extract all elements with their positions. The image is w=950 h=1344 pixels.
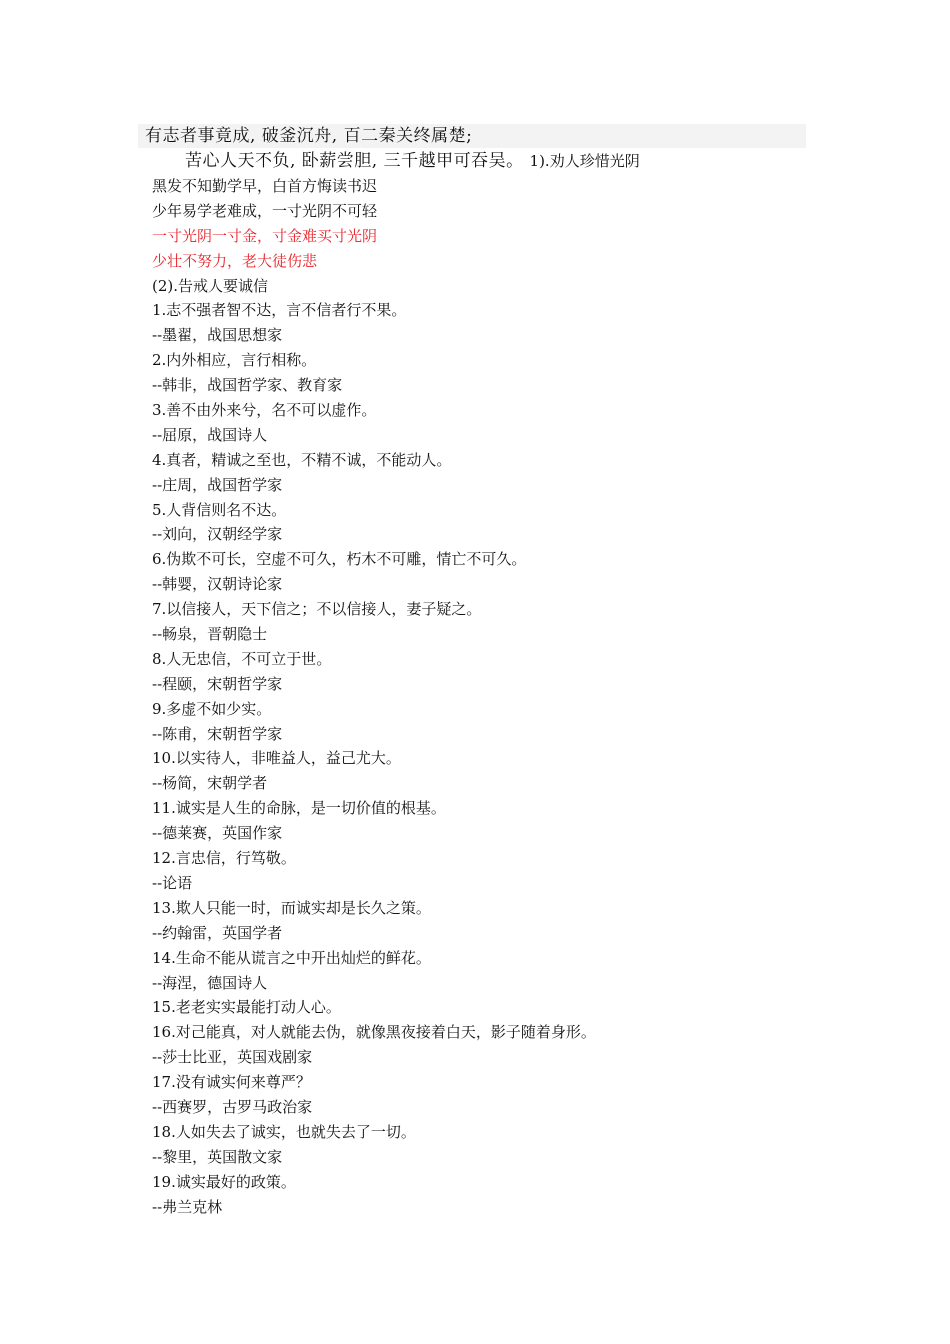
couplet-line-2-text: 苦心人天不负, 卧薪尝胆, 三千越甲可吞吴。 (185, 151, 524, 171)
list-item: --畅泉，晋朝隐士 (152, 625, 268, 644)
quote-list (152, 174, 812, 1219)
list-item: 19.诚实最好的政策。 (152, 1172, 296, 1191)
list-item: 12.言忠信，行笃敬。 (152, 849, 296, 868)
list-item: 5.人背信则名不达。 (152, 500, 287, 519)
list-item: 10.以实待人，非唯益人，益己尤大。 (152, 749, 401, 768)
list-item: 11.诚实是人生的命脉，是一切价值的根基。 (152, 799, 446, 818)
list-item: 9.多虚不如少实。 (152, 699, 272, 718)
list-item: 8.人无忠信，不可立于世。 (152, 649, 332, 668)
list-item: 少壮不努力，老大徒伤悲 (152, 251, 318, 270)
list-item: --陈甫，宋朝哲学家 (152, 724, 283, 743)
list-item: 黑发不知勤学早，白首方悔读书迟 (152, 177, 378, 195)
list-item: --程颐，宋朝哲学家 (152, 674, 283, 693)
list-item: 13.欺人只能一时，而诚实却是长久之策。 (152, 898, 431, 917)
list-item: --墨翟，战国思想家 (152, 326, 283, 345)
list-item: 7.以信接人，天下信之；不以信接人，妻子疑之。 (152, 600, 482, 619)
list-item: --约翰雷，英国学者 (152, 923, 283, 942)
list-item: 15.老老实实最能打动人心。 (152, 998, 341, 1017)
list-item: --黎里，英国散文家 (152, 1147, 283, 1166)
list-item: --弗兰克林 (152, 1197, 223, 1216)
list-item: 16.对己能真，对人就能去伪，就像黑夜接着白天，影子随着身形。 (152, 1023, 596, 1042)
list-item: --莎士比亚，英国戏剧家 (152, 1048, 313, 1067)
section-1-title: 1).劝人珍惜光阴 (529, 152, 640, 170)
list-item: 14.生命不能从谎言之中开出灿烂的鲜花。 (152, 948, 431, 967)
list-item: 2.内外相应，言行相称。 (152, 351, 317, 370)
list-item: --韩婴，汉朝诗论家 (152, 575, 283, 594)
list-item: --屈原，战国诗人 (152, 425, 268, 444)
list-item: --刘向，汉朝经学家 (152, 525, 283, 544)
list-item: --韩非，战国哲学家、教育家 (152, 376, 343, 395)
list-item: 3.善不由外来兮，名不可以虚作。 (152, 401, 377, 420)
list-item: --海涅，德国诗人 (152, 973, 268, 992)
list-item: 17.没有诚实何来尊严？ (152, 1073, 311, 1092)
list-item: --德莱赛，英国作家 (152, 824, 283, 843)
list-item: 6.伪欺不可长，空虚不可久，朽木不可雕，情亡不可久。 (152, 550, 527, 569)
list-item: --庄周，战国哲学家 (152, 475, 283, 494)
list-item: 一寸光阴一寸金，寸金难买寸光阴 (152, 226, 378, 245)
list-item: 4.真者，精诚之至也，不精不诚，不能动人。 (152, 450, 452, 469)
list-item: --西赛罗，古罗马政治家 (152, 1097, 313, 1116)
list-item: 少年易学老难成，一寸光阴不可轻 (152, 201, 378, 220)
list-item: 18.人如失去了诚实，也就失去了一切。 (152, 1122, 416, 1141)
list-item: --论语 (152, 873, 193, 892)
couplet-line-2 (185, 149, 640, 173)
section-title: (2).告戒人要诚信 (152, 276, 269, 295)
list-item: 1.志不强者智不达，言不信者行不果。 (152, 301, 407, 320)
list-item: --杨简，宋朝学者 (152, 774, 268, 793)
couplet-line-1: 有志者事竟成, 破釜沉舟, 百二秦关终属楚; (145, 126, 473, 146)
